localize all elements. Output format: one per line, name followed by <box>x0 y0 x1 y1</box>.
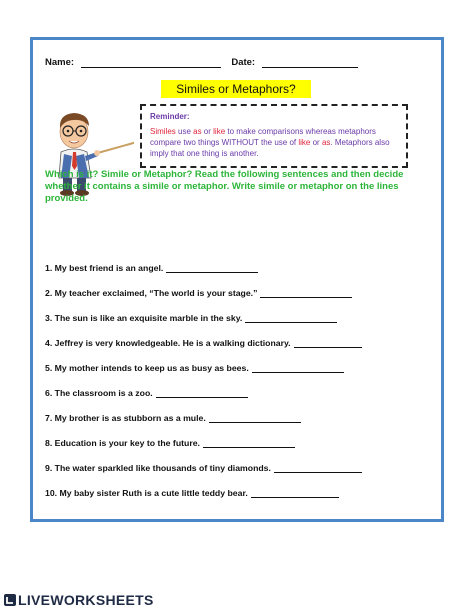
question-text: 7. My brother is as stubborn as a mule. <box>45 413 206 423</box>
question-text: 1. My best friend is an angel. <box>45 263 164 273</box>
question-text: 4. Jeffrey is very knowledgeable. He is a walking dictionary. <box>45 338 291 348</box>
question-item <box>45 438 295 448</box>
reminder-text-segment: . Metaphors also imply that one thing is another. <box>150 138 390 158</box>
answer-field[interactable] <box>203 439 295 448</box>
answer-field[interactable] <box>252 364 344 373</box>
question-item <box>45 388 248 398</box>
question-text: 6. The classroom is a zoo. <box>45 388 153 398</box>
question-item <box>45 413 301 423</box>
answer-field[interactable] <box>245 314 337 323</box>
question-text: 2. My teacher exclaimed, “The world is your stage.” <box>45 288 258 298</box>
answer-field[interactable] <box>260 289 352 298</box>
answer-field[interactable] <box>274 464 362 473</box>
reminder-text-segment: to make comparisons whereas metaphors compare two things WITHOUT the use of <box>150 127 376 147</box>
keyword-as: as <box>193 127 202 136</box>
keyword-as: as <box>321 138 331 147</box>
answer-field[interactable] <box>294 339 362 348</box>
reminder-text <box>150 126 398 159</box>
reminder-heading: Reminder: <box>150 112 190 121</box>
answer-field[interactable] <box>209 414 301 423</box>
brand-text: LIVEWORKSHEETS <box>18 592 154 608</box>
reminder-box <box>140 104 408 168</box>
question-text: 10. My baby sister Ruth is a cute little teddy bear. <box>45 488 248 498</box>
question-item <box>45 363 344 373</box>
question-item <box>45 488 339 498</box>
question-item <box>45 338 362 348</box>
header-row <box>45 57 362 68</box>
date-label: Date: <box>231 57 256 68</box>
keyword-like: like <box>298 138 311 147</box>
date-field[interactable] <box>262 58 358 68</box>
reminder-text-segment: or <box>201 127 214 136</box>
question-text: 3. The sun is like an exquisite marble in the sky. <box>45 313 243 323</box>
question-item <box>45 313 337 323</box>
keyword-similes: Similes <box>150 127 176 136</box>
question-text: 8. Education is your key to the future. <box>45 438 200 448</box>
reminder-text-segment: use <box>175 127 194 136</box>
reminder-text-segment: or <box>310 138 322 147</box>
answer-field[interactable] <box>166 264 258 273</box>
instructions-text: Which is it? Simile or Metaphor? Read the following sentences and then decide whether it contains a simile or metaphor. Write simile or metaphor on the lines provided. <box>45 169 404 204</box>
keyword-like: like <box>213 127 226 136</box>
worksheet-title: Similes or Metaphors? <box>161 80 311 98</box>
worksheet-frame <box>30 37 444 522</box>
liveworksheets-logo <box>4 592 154 608</box>
name-label: Name: <box>45 57 75 68</box>
name-field[interactable] <box>81 58 221 68</box>
question-item <box>45 463 362 473</box>
question-item <box>45 288 352 298</box>
answer-field[interactable] <box>156 389 248 398</box>
question-text: 5. My mother intends to keep us as busy as bees. <box>45 363 249 373</box>
liveworksheets-logo-icon <box>4 594 16 606</box>
question-item <box>45 263 258 273</box>
question-text: 9. The water sparkled like thousands of tiny diamonds. <box>45 463 271 473</box>
answer-field[interactable] <box>251 489 339 498</box>
